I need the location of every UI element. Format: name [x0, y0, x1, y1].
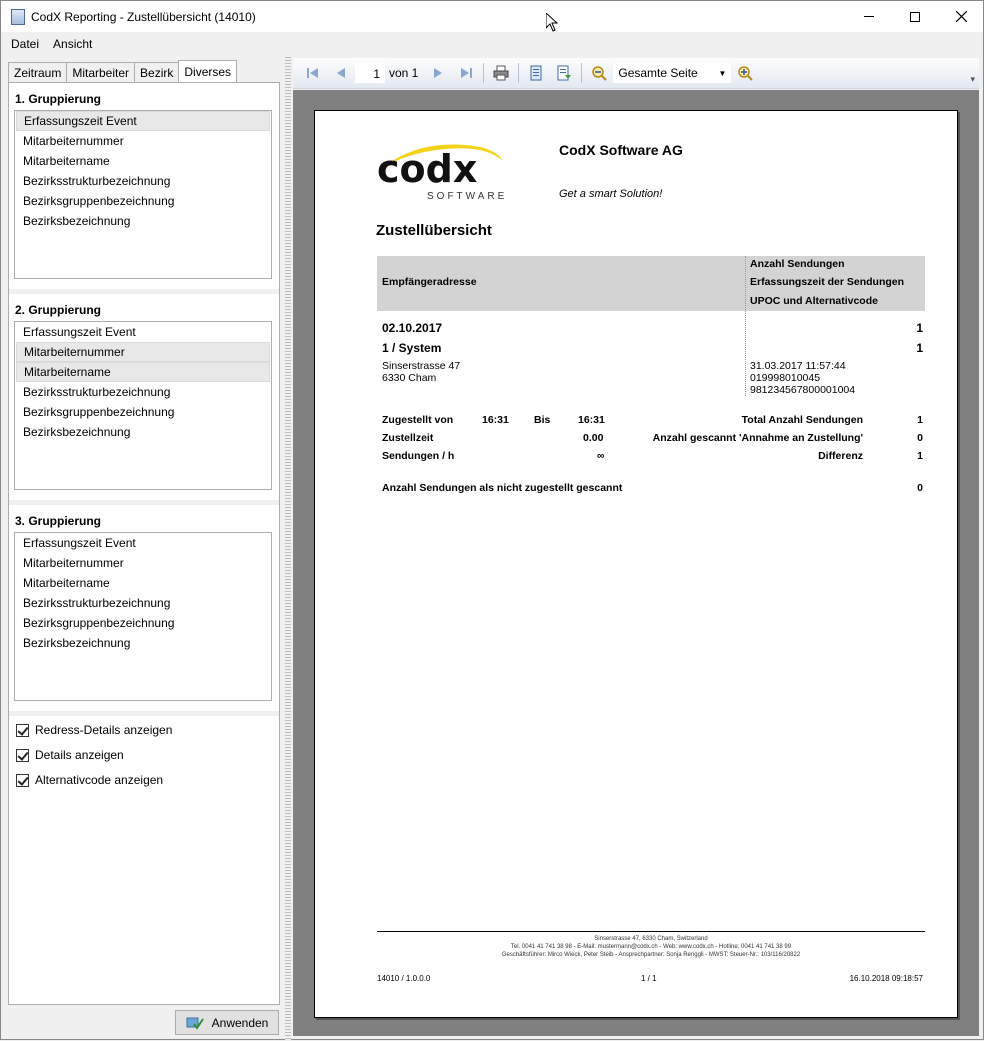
checkbox-checked-icon[interactable] [16, 774, 29, 787]
checkbox-label: Alternativcode anzeigen [35, 773, 164, 787]
toolbar-separator [581, 63, 582, 83]
list-item[interactable]: Erfassungszeit Event [23, 536, 136, 550]
title-bar [1, 1, 983, 32]
company-name: CodX Software AG [559, 142, 683, 158]
group-system: 1 / System [382, 341, 442, 355]
list-item[interactable]: Bezirksgruppenbezeichnung [23, 194, 175, 208]
list-item[interactable]: Bezirksgruppenbezeichnung [23, 405, 175, 419]
list-item[interactable]: Mitarbeiternummer [23, 134, 124, 148]
group-date-count: 1 [916, 321, 923, 335]
previous-page-icon[interactable] [333, 65, 349, 81]
apply-button[interactable] [175, 1010, 279, 1035]
footer-address: Sinserstrasse 47, 6330 Cham, Switzerland [594, 936, 708, 942]
group-system-count: 1 [916, 341, 923, 355]
tab-diverses[interactable]: Diverses [178, 60, 237, 82]
footer-timestamp: 16.10.2018 09:18:57 [849, 974, 923, 983]
detail-alternativcode: 981234567800001004 [750, 384, 856, 396]
group-2-title: 2. Gruppierung [15, 303, 102, 317]
export-icon[interactable] [556, 65, 572, 81]
apply-label: Anwenden [211, 1015, 269, 1030]
panel-splitter[interactable] [285, 55, 291, 1041]
toolbar-separator [483, 63, 484, 83]
list-item[interactable]: Mitarbeiternummer [23, 556, 124, 570]
column-divider [745, 256, 746, 396]
header-anzahl-sendungen: Anzahl Sendungen [750, 258, 845, 270]
detail-timestamp: 31.03.2017 11:57:44 [750, 360, 846, 372]
print-icon[interactable] [493, 65, 509, 81]
close-button[interactable] [938, 1, 984, 32]
list-item[interactable]: Bezirksstrukturbezeichnung [23, 596, 171, 610]
address-street: Sinserstrasse 47 [382, 360, 461, 372]
page-number-input[interactable]: 1 [355, 63, 385, 83]
gescannt-value: 0 [917, 432, 923, 444]
app-icon [11, 9, 25, 25]
zugestellt-label: Zugestellt von [382, 414, 454, 426]
total-value: 1 [917, 414, 923, 426]
first-page-icon[interactable] [305, 65, 321, 81]
logo-subtext: SOFTWARE [427, 191, 508, 202]
toolbar-separator [518, 63, 519, 83]
detail-upoc: 019998010045 [750, 372, 821, 384]
zustellzeit-label: Zustellzeit [382, 432, 434, 444]
footer-management: Geschäftsführer: Mirco Wieck, Peter Steib - Ansprechpartner: Sonja Renggli - MWST: Steuer-Nr.: 103/116/20822 [501, 952, 801, 958]
list-item[interactable]: Erfassungszeit Event [16, 111, 270, 131]
group-date: 02.10.2017 [382, 321, 443, 335]
list-item[interactable]: Bezirksbezeichnung [23, 636, 131, 650]
list-item[interactable]: Bezirksbezeichnung [23, 425, 131, 439]
preview-toolbar [293, 58, 979, 89]
window-title: CodX Reporting - Zustellübersicht (14010) [31, 9, 256, 24]
list-item[interactable]: Mitarbeitername [16, 362, 270, 382]
zoom-value: Gesamte Seite [618, 66, 698, 80]
header-empfaengeradresse: Empfängeradresse [382, 276, 477, 288]
footer-page-number: 1 / 1 [641, 974, 657, 983]
zugestellt-to: 16:31 [578, 414, 605, 426]
minimize-icon [864, 16, 874, 17]
zoom-in-icon[interactable] [737, 65, 753, 81]
report-title: Zustellübersicht [376, 222, 492, 239]
toolbar-overflow-icon[interactable]: ▾ [970, 74, 975, 84]
list-item[interactable]: Mitarbeitername [23, 576, 110, 590]
group-2-list[interactable] [14, 321, 272, 490]
maximize-icon [910, 12, 920, 22]
dropdown-arrow-icon: ▼ [718, 68, 727, 78]
maximize-button[interactable] [892, 1, 938, 32]
group-3-list[interactable] [14, 532, 272, 701]
address-city: 6330 Cham [382, 372, 437, 384]
close-icon [956, 11, 967, 22]
tab-mitarbeiter[interactable]: Mitarbeiter [66, 62, 135, 82]
total-label: Total Anzahl Sendungen [741, 414, 863, 426]
tab-bezirk[interactable]: Bezirk [134, 62, 179, 82]
list-item[interactable]: Erfassungszeit Event [23, 325, 136, 339]
minimize-button[interactable] [846, 1, 892, 32]
checkbox-label: Details anzeigen [35, 748, 124, 762]
diverses-panel [8, 82, 280, 1005]
zoom-out-icon[interactable] [591, 65, 607, 81]
group-1-title: 1. Gruppierung [15, 92, 102, 106]
bis-label: Bis [534, 414, 551, 426]
checkbox-checked-icon[interactable] [16, 749, 29, 762]
alternativcode-checkbox[interactable] [16, 773, 163, 787]
page-setup-icon[interactable] [528, 65, 544, 81]
zoom-select[interactable] [613, 63, 731, 83]
menu-bar [1, 33, 983, 55]
footer-rule [377, 931, 925, 932]
sendungen-h-value: ∞ [597, 450, 605, 462]
nicht-zugestellt-value: 0 [917, 482, 923, 494]
menu-datei[interactable]: Datei [11, 37, 40, 51]
zugestellt-from: 16:31 [482, 414, 509, 426]
footer-contact: Tel. 0041 41 741 38 98 - E-Mail: mustermann@codx.ch - Web: www.codx.ch - Hotline: 0041 41 741 38 99 [510, 944, 792, 950]
page-count-label: von 1 [389, 66, 419, 80]
list-item[interactable]: Bezirksbezeichnung [23, 214, 131, 228]
company-slogan: Get a smart Solution! [559, 188, 663, 200]
gescannt-label: Anzahl gescannt 'Annahme an Zustellung' [652, 432, 863, 444]
group-separator [9, 711, 279, 716]
header-upoc: UPOC und Alternativcode [750, 295, 878, 307]
group-separator [9, 500, 279, 505]
list-item[interactable]: Mitarbeiternummer [16, 342, 270, 362]
list-item[interactable]: Bezirksstrukturbezeichnung [23, 385, 171, 399]
group-3-title: 3. Gruppierung [15, 514, 102, 528]
list-item[interactable]: Bezirksstrukturbezeichnung [23, 174, 171, 188]
menu-ansicht[interactable]: Ansicht [53, 37, 93, 51]
nicht-zugestellt-label: Anzahl Sendungen als nicht zugestellt gescannt [382, 482, 623, 494]
filter-tabs [8, 61, 236, 82]
checkbox-label: Redress-Details anzeigen [35, 723, 173, 737]
logo-text: codx [377, 147, 478, 191]
list-item[interactable]: Bezirksgruppenbezeichnung [23, 616, 175, 630]
sendungen-h-label: Sendungen / h [382, 450, 455, 462]
details-checkbox[interactable] [16, 748, 124, 762]
differenz-value: 1 [917, 450, 923, 462]
last-page-icon[interactable] [458, 65, 474, 81]
footer-report-id: 14010 / 1.0.0.0 [377, 974, 431, 983]
header-erfassungszeit: Erfassungszeit der Sendungen [750, 276, 905, 288]
next-page-icon[interactable] [430, 65, 446, 81]
checkbox-checked-icon[interactable] [16, 724, 29, 737]
list-item[interactable]: Mitarbeitername [23, 154, 110, 168]
tab-zeitraum[interactable]: Zeitraum [8, 62, 67, 82]
report-preview[interactable] [293, 90, 979, 1036]
differenz-label: Differenz [818, 450, 863, 462]
group-1-list[interactable] [14, 110, 272, 279]
zustellzeit-value: 0.00 [583, 432, 604, 444]
group-separator [9, 289, 279, 294]
redress-details-checkbox[interactable] [16, 723, 172, 737]
apply-icon [186, 1016, 204, 1030]
report-page [314, 110, 958, 1018]
